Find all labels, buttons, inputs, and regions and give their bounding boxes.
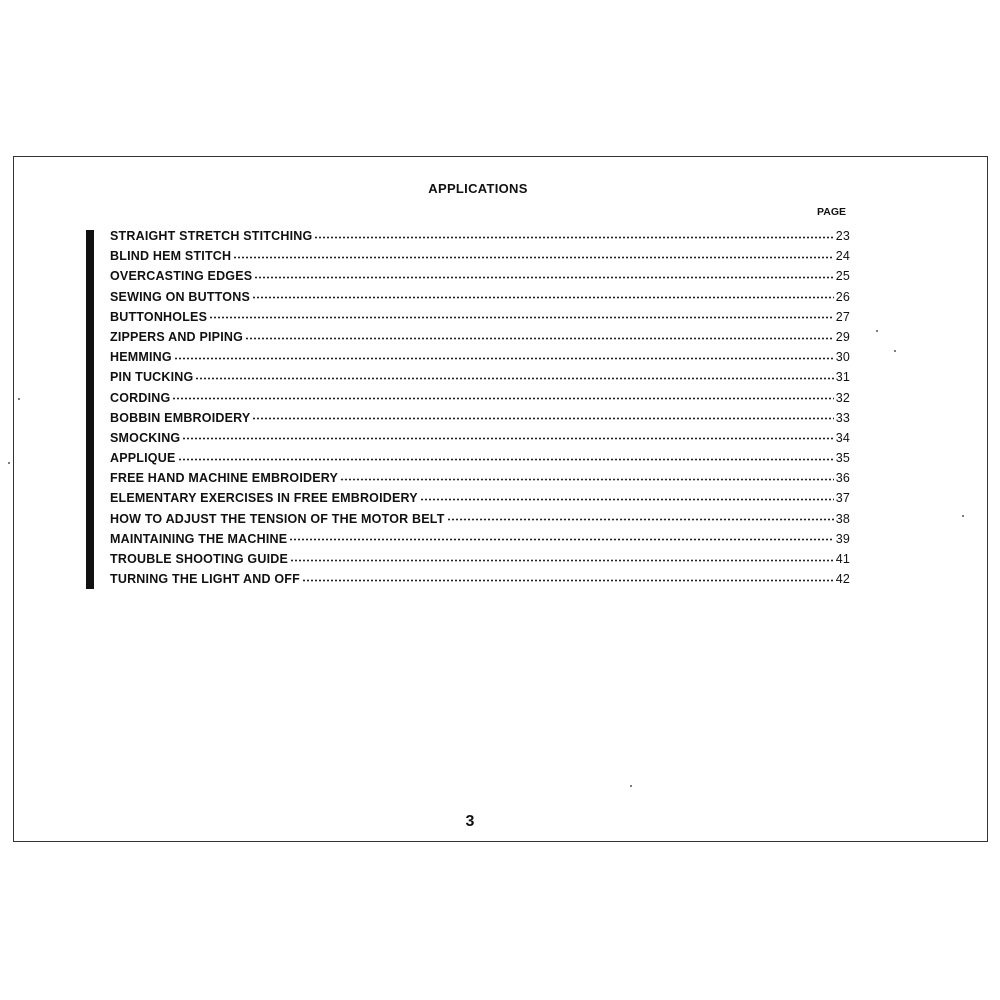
dot-leader — [172, 397, 833, 400]
toc-entry-label: ZIPPERS AND PIPING — [110, 329, 244, 344]
dot-leader — [209, 316, 834, 319]
toc-entry-page: 42 — [835, 572, 850, 587]
dot-leader — [245, 337, 834, 340]
scan-speck — [876, 330, 878, 332]
toc-entry-page: 31 — [835, 370, 850, 385]
scan-speck — [18, 398, 20, 400]
toc-entry-label: OVERCASTING EDGES — [110, 269, 253, 284]
toc-entry-label: HEMMING — [110, 350, 172, 365]
toc-entry — [110, 226, 850, 246]
toc-entry-label: BOBBIN EMBROIDERY — [110, 410, 251, 425]
toc-entry — [110, 347, 850, 367]
dot-leader — [289, 538, 833, 541]
toc-entry — [110, 307, 850, 327]
page-column-header: PAGE — [817, 206, 846, 218]
dot-leader — [252, 417, 833, 420]
dot-leader — [290, 559, 834, 562]
dot-leader — [420, 498, 834, 501]
toc-entry-page: 29 — [835, 329, 850, 344]
dot-leader — [340, 478, 834, 481]
scan-speck — [894, 350, 896, 352]
toc-entry-label: TURNING THE LIGHT AND OFF — [110, 572, 300, 587]
page-title: APPLICATIONS — [428, 181, 528, 196]
toc-entry-label: MAINTAINING THE MACHINE — [110, 531, 288, 546]
dot-leader — [233, 256, 833, 259]
toc-entry-page: 41 — [835, 552, 850, 566]
toc-entry — [110, 246, 850, 266]
dot-leader — [252, 296, 834, 299]
toc-entry-label: FREE HAND MACHINE EMBROIDERY — [110, 471, 339, 486]
section-marker-bar — [86, 230, 94, 589]
toc-entry-page: 36 — [835, 471, 850, 486]
toc-entry-label: SEWING ON BUTTONS — [110, 289, 250, 304]
toc-entry-label: BUTTONHOLES — [110, 309, 208, 324]
dot-leader — [254, 276, 833, 279]
toc-entry — [110, 408, 850, 428]
scan-speck — [962, 515, 964, 517]
dot-leader — [314, 236, 833, 239]
table-of-contents — [110, 226, 850, 589]
toc-entry-page: 24 — [835, 249, 850, 264]
dot-leader — [182, 437, 833, 440]
toc-entry-page: 23 — [835, 229, 850, 243]
toc-entry-page: 26 — [835, 289, 850, 304]
toc-entry — [110, 287, 850, 307]
toc-entry — [110, 448, 850, 468]
toc-entry-label: BLIND HEM STITCH — [110, 249, 232, 264]
toc-entry-page: 25 — [835, 269, 850, 284]
toc-entry-label: STRAIGHT STRETCH STITCHING — [110, 229, 313, 243]
toc-entry-page: 39 — [835, 531, 850, 546]
dot-leader — [447, 518, 834, 521]
toc-entry-page: 37 — [835, 491, 850, 506]
toc-entry — [110, 367, 850, 387]
toc-entry-label: APPLIQUE — [110, 451, 176, 466]
toc-entry-page: 30 — [835, 350, 850, 365]
toc-entry-label: ELEMENTARY EXERCISES IN FREE EMBROIDERY — [110, 491, 418, 506]
dot-leader — [178, 458, 834, 461]
scan-speck — [8, 462, 10, 464]
dot-leader — [302, 579, 834, 582]
toc-entry-page: 33 — [835, 410, 850, 425]
toc-entry — [110, 529, 850, 549]
toc-entry — [110, 488, 850, 508]
page-number: 3 — [465, 813, 475, 830]
dot-leader — [174, 357, 834, 360]
toc-entry — [110, 428, 850, 448]
toc-entry — [110, 569, 850, 589]
toc-entry-label: TROUBLE SHOOTING GUIDE — [110, 552, 289, 566]
toc-entry-label: PIN TUCKING — [110, 370, 194, 385]
scan-speck — [630, 785, 632, 787]
toc-entry-page: 27 — [835, 309, 850, 324]
toc-entry — [110, 327, 850, 347]
toc-entry — [110, 266, 850, 286]
toc-entry — [110, 549, 850, 569]
toc-entry-page: 38 — [835, 511, 850, 526]
toc-entry-label: HOW TO ADJUST THE TENSION OF THE MOTOR BELT — [110, 511, 445, 526]
toc-entry-page: 35 — [835, 451, 850, 466]
toc-entry — [110, 388, 850, 408]
toc-entry — [110, 468, 850, 488]
toc-entry — [110, 509, 850, 529]
toc-entry-page: 34 — [835, 430, 850, 445]
dot-leader — [195, 377, 833, 380]
toc-entry-label: CORDING — [110, 390, 171, 405]
toc-entry-label: SMOCKING — [110, 430, 181, 445]
toc-entry-page: 32 — [835, 390, 850, 405]
